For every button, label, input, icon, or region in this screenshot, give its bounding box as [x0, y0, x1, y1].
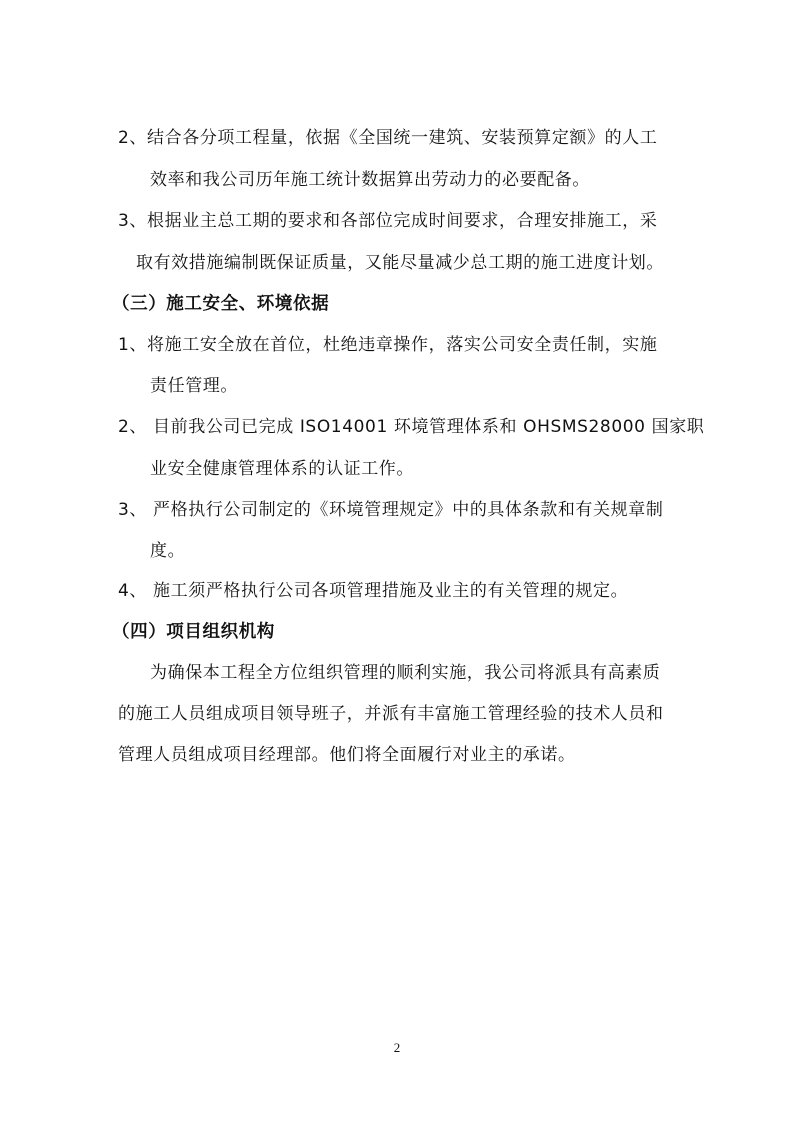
- section-3-item-1-line-1: 1、将施工安全放在首位，杜绝违章操作，落实公司安全责任制，实施: [118, 335, 658, 355]
- section-3-item-4-line-1: 4、 施工须严格执行公司各项管理措施及业主的有关管理的规定。: [118, 581, 629, 601]
- section-4-heading: （四）项目组织机构: [112, 622, 275, 642]
- paragraph-line-2: 的施工人员组成项目领导班子，并派有丰富施工管理经验的技术人员和: [118, 704, 664, 724]
- list-item-2-line-2: 效率和我公司历年施工统计数据算出劳动力的必要配备。: [150, 170, 590, 190]
- paragraph-line-1: 为确保本工程全方位组织管理的顺利实施，我公司将派具有高素质: [150, 663, 661, 683]
- list-item-3-line-2: 取有效措施编制既保证质量，又能尽量减少总工期的施工进度计划。: [136, 253, 664, 273]
- section-3-heading: （三）施工安全、环境依据: [112, 294, 330, 314]
- paragraph-line-3: 管理人员组成项目经理部。他们将全面履行对业主的承诺。: [118, 745, 576, 765]
- list-item-3-line-1: 3、根据业主总工期的要求和各部位完成时间要求，合理安排施工，采: [118, 211, 658, 231]
- section-3-item-1-line-2: 责任管理。: [150, 376, 238, 396]
- page-number: 2: [393, 1040, 401, 1055]
- list-item-2-line-1: 2、结合各分项工程量，依据《全国统一建筑、安装预算定额》的人工: [118, 128, 658, 148]
- section-3-item-3-line-1: 3、 严格执行公司制定的《环境管理规定》中的具体条款和有关规章制: [118, 500, 664, 520]
- section-3-item-2-line-1: 2、 目前我公司已完成 ISO14001 环境管理体系和 OHSMS28000 国家职: [118, 417, 705, 437]
- section-3-item-3-line-2: 度。: [150, 541, 186, 561]
- section-3-item-2-line-2: 业安全健康管理体系的认证工作。: [150, 459, 414, 479]
